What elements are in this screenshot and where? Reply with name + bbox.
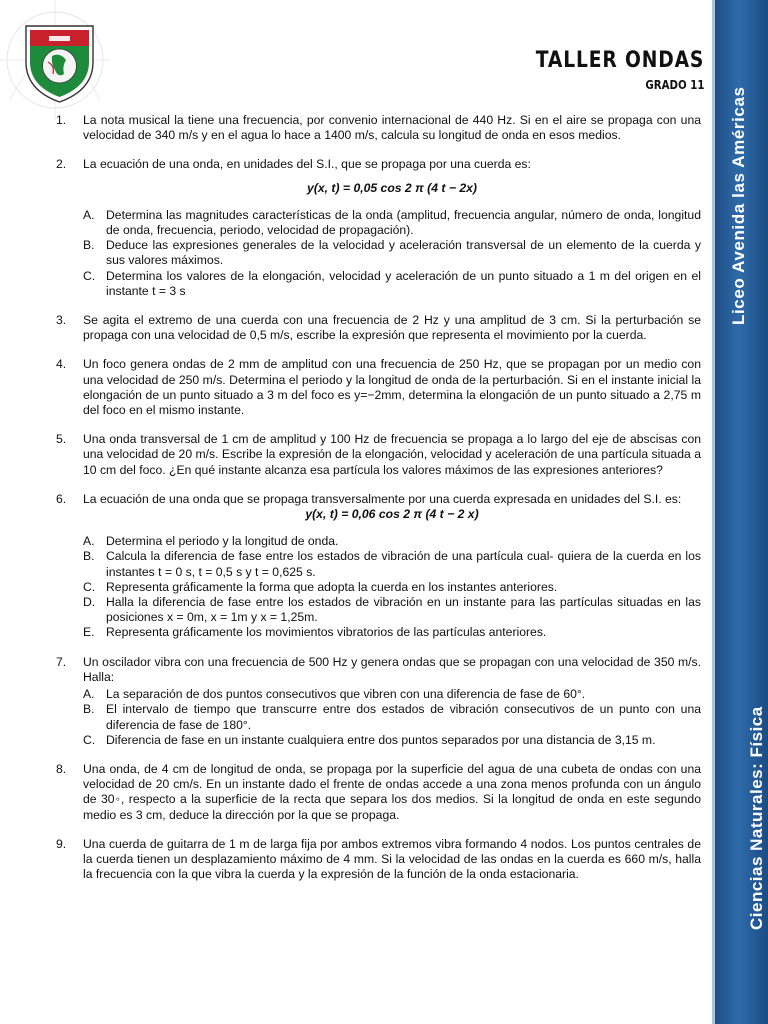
- exercise-text: Un oscilador vibra con una frecuencia de 500 Hz y genera ondas que se propagan con una velocidad de 350 m/s. Halla:: [83, 654, 701, 684]
- sub-question-letter: A.: [83, 687, 95, 702]
- sub-question: [83, 702, 701, 732]
- sub-question-letter: B.: [83, 702, 95, 717]
- sub-question-text: El intervalo de tiempo que transcurre entre dos estados de vibración consecutivos de un punto con una diferencia de fase de 180°.: [106, 702, 701, 732]
- sub-question: [83, 208, 701, 238]
- grade-label: GRADO 11: [644, 78, 704, 92]
- sub-question-letter: A.: [83, 534, 95, 549]
- side-banner-edge: [712, 0, 715, 1024]
- sub-question: [83, 269, 701, 299]
- school-crest-logo: [22, 22, 97, 104]
- exercise-item: [56, 357, 701, 418]
- sub-question-letter: C.: [83, 732, 96, 747]
- sub-question: [83, 534, 701, 549]
- exercise-text: Una onda, de 4 cm de longitud de onda, se propaga por la superficie del agua de una cubeta de ondas con una velocidad de 20 cm/s. En un instante dado el frente de ondas accede a una zona menos profunda con un ángulo de 30◦, respecto a la superficie de la recta que separa los dos medios. Si la longitud de onda en este segundo medio es 3 cm, deduce la dirección por la que se propaga.: [83, 761, 701, 822]
- sub-question-text: Representa gráficamente la forma que adopta la cuerda en los instantes anteriores.: [106, 579, 558, 594]
- exercise-text: La nota musical la tiene una frecuencia, por convenio internacional de 440 Hz. Si en el aire se propaga con una velocidad de 340 m/s y en el agua lo hace a 1400 m/s, calcula su longitud de onda en esos medios.: [83, 113, 701, 143]
- sub-question-letter: A.: [83, 207, 95, 222]
- sub-question-letter: E.: [83, 625, 95, 640]
- exercise-number: 5.: [56, 432, 67, 447]
- exercise-number: 3.: [56, 313, 67, 328]
- exercise-item: [56, 313, 701, 343]
- exercise-number: 6.: [56, 491, 67, 506]
- sub-question-letter: C.: [83, 268, 96, 283]
- subject-name: Ciencias Naturales: Física: [747, 706, 766, 930]
- exercise-number: 8.: [56, 761, 67, 776]
- sub-question: [83, 733, 701, 748]
- exercise-number: 1.: [56, 113, 67, 127]
- exercise-item: [56, 492, 701, 641]
- exercise-item: [56, 655, 701, 748]
- sub-question-text: Halla la diferencia de fase entre los estados de vibración en un instante para las partículas situadas en las posiciones x = 0m, x = 1m y x = 1,25m.: [106, 595, 701, 625]
- sub-question-list: [83, 208, 701, 299]
- exercise-text: La ecuación de una onda que se propaga transversalmente por una cuerda expresada en unidades del S.I. es:: [83, 491, 682, 506]
- school-name: Liceo Avenida las Américas: [729, 86, 748, 325]
- wave-equation: y(x, t) = 0,05 cos 2 π (4 t − 2x): [307, 180, 477, 195]
- sub-question-text: Representa gráficamente los movimientos vibratorios de las partículas anteriores.: [106, 625, 547, 640]
- exercise-text: La ecuación de una onda, en unidades del S.I., que se propaga por una cuerda es:: [83, 157, 531, 172]
- exercise-text: Se agita el extremo de una cuerda con una frecuencia de 2 Hz y una amplitud de 3 cm. Si la perturbación se propaga con una velocidad de 0,5 m/s, escribe la expresión que representa el movimiento por la cuerda.: [83, 313, 701, 343]
- exercise-item: [56, 762, 701, 823]
- sub-question: [83, 580, 701, 595]
- exercise-text: Un foco genera ondas de 2 mm de amplitud con una frecuencia de 250 Hz, que se propagan por un medio con una velocidad de 250 m/s. Determina el periodo y la longitud de onda de la perturbación. Si en el instante inicial la elongación de un punto situado a 3 m del foco es y=−2mm, determina la elongación de un punto situado a 2,75 m del foco en el mismo instante.: [83, 357, 701, 418]
- exercise-item: [56, 837, 701, 883]
- sub-question: [83, 549, 701, 579]
- exercise-text: Una cuerda de guitarra de 1 m de larga fija por ambos extremos vibra formando 4 nodos. Los puntos centrales de la cuerda tienen un desplazamiento máximo de 4 mm. Si la velocidad de las ondas en la cuerda es 660 m/s, halla la frecuencia con la que vibra la cuerda y la expresión de la función de la onda estacionaria.: [83, 836, 701, 882]
- sub-question-list: [83, 687, 701, 748]
- exercise-text: Una onda transversal de 1 cm de amplitud y 100 Hz de frecuencia se propaga a lo largo del eje de abscisas con una velocidad de 20 m/s. Escribe la expresión de la elongación, velocidad y aceleración de una partícula situada a 10 cm del foco. ¿En qué instante alcanza esa partícula los valores máximos de las expresiones anteriores?: [83, 432, 701, 477]
- exercise-item: [56, 113, 701, 143]
- sub-question-letter: B.: [83, 549, 95, 564]
- sub-question-text: Determina las magnitudes características de la onda (amplitud, frecuencia angular, número de onda, longitud de onda, frecuencia, periodo, velocidad de propagación).: [106, 207, 701, 238]
- sub-question-list: [83, 534, 701, 640]
- sub-question-letter: D.: [83, 595, 96, 610]
- wave-equation: y(x, t) = 0,06 cos 2 π (4 t − 2 x): [305, 507, 479, 522]
- page-title: TALLER ONDAS: [535, 48, 704, 73]
- sub-question-text: Deduce las expresiones generales de la velocidad y aceleración transversal de un elemento de la cuerda y sus valores máximos.: [106, 238, 701, 268]
- sub-question-text: Determina los valores de la elongación, velocidad y aceleración de un punto situado a 1 m del origen en el instante t = 3 s: [106, 268, 701, 298]
- sub-question-text: Calcula la diferencia de fase entre los estados de vibración de una partícula cual- quiera de la cuerda en los instantes t = 0 s, t = 0,5 s y t = 0,625 s.: [106, 549, 701, 579]
- sub-question-text: Determina el periodo y la longitud de onda.: [106, 534, 339, 549]
- exercise-number: 4.: [56, 357, 67, 372]
- exercise-number: 2.: [56, 157, 67, 172]
- sub-question-letter: C.: [83, 579, 96, 594]
- exercise-list: [56, 113, 701, 896]
- sub-question-text: Diferencia de fase en un instante cualquiera entre dos puntos separados por una distancia de 3,15 m.: [106, 732, 656, 747]
- exercise-item: [56, 157, 701, 299]
- sub-question: [83, 687, 701, 702]
- exercise-number: 9.: [56, 836, 67, 851]
- sub-question: [83, 238, 701, 268]
- sub-question: [83, 595, 701, 625]
- exercise-item: [56, 432, 701, 478]
- sub-question-letter: B.: [83, 238, 95, 253]
- exercise-number: 7.: [56, 654, 67, 669]
- sub-question-text: La separación de dos puntos consecutivos que vibren con una diferencia de fase de 60°.: [106, 687, 586, 702]
- sub-question: [83, 625, 701, 640]
